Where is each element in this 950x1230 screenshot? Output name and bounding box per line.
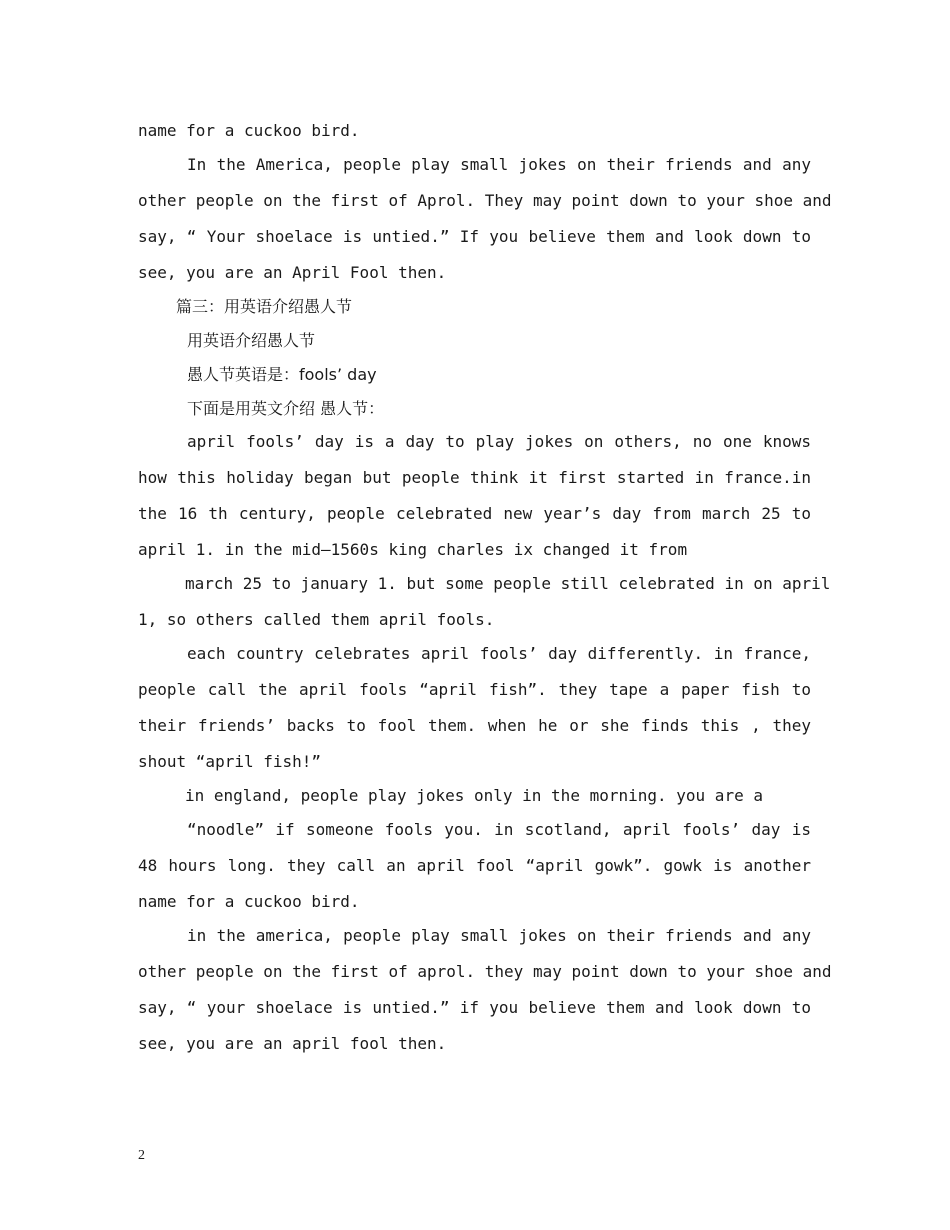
- text-line: march 25 to january 1. but some people still celebrated in on april: [185, 574, 831, 593]
- text-line: each country celebrates april fools’ day differently. in france,: [187, 644, 811, 663]
- text-line: “noodle” if someone fools you. in scotland, april fools’ day is: [187, 820, 811, 839]
- text-line: shout “april fish!”: [138, 752, 322, 771]
- page-number: 2: [138, 1148, 145, 1163]
- text-line: name for a cuckoo bird.: [138, 121, 360, 140]
- text-line: people call the april fools “april fish”. they tape a paper fish to: [138, 680, 811, 699]
- text-line: see, you are an april fool then.: [138, 1034, 447, 1053]
- text-line: in england, people play jokes only in the morning. you are a: [185, 786, 763, 805]
- text-line: their friends’ backs to fool them. when he or she finds this , they: [138, 716, 811, 735]
- text-line: in the america, people play small jokes on their friends and any: [187, 926, 811, 945]
- text-line: say, “ your shoelace is untied.” if you believe them and look down to: [138, 998, 811, 1017]
- text-line: In the America, people play small jokes on their friends and any: [187, 155, 811, 174]
- text-line: the 16 th century, people celebrated new year’s day from march 25 to: [138, 504, 811, 523]
- text-line: 愚人节英语是：fools’ day: [187, 365, 377, 384]
- text-line: 1, so others called them april fools.: [138, 610, 495, 629]
- text-line: say, “ Your shoelace is untied.” If you believe them and look down to: [138, 227, 811, 246]
- text-line: other people on the first of aprol. they may point down to your shoe and: [138, 962, 832, 981]
- text-line: april 1. in the mid—1560s king charles ix changed it from: [138, 540, 688, 559]
- text-line: other people on the first of Aprol. They may point down to your shoe and: [138, 191, 832, 210]
- section-heading: 篇三：用英语介绍愚人节: [176, 297, 353, 316]
- text-line: how this holiday began but people think it first started in france.in: [138, 468, 811, 487]
- text-line: see, you are an April Fool then.: [138, 263, 447, 282]
- text-line: 下面是用英文介绍 愚人节：: [187, 399, 385, 418]
- text-line: april fools’ day is a day to play jokes on others, no one knows: [187, 432, 811, 451]
- subheading: 用英语介绍愚人节: [187, 331, 316, 350]
- text-line: name for a cuckoo bird.: [138, 892, 360, 911]
- text-line: 48 hours long. they call an april fool “april gowk”. gowk is another: [138, 856, 811, 875]
